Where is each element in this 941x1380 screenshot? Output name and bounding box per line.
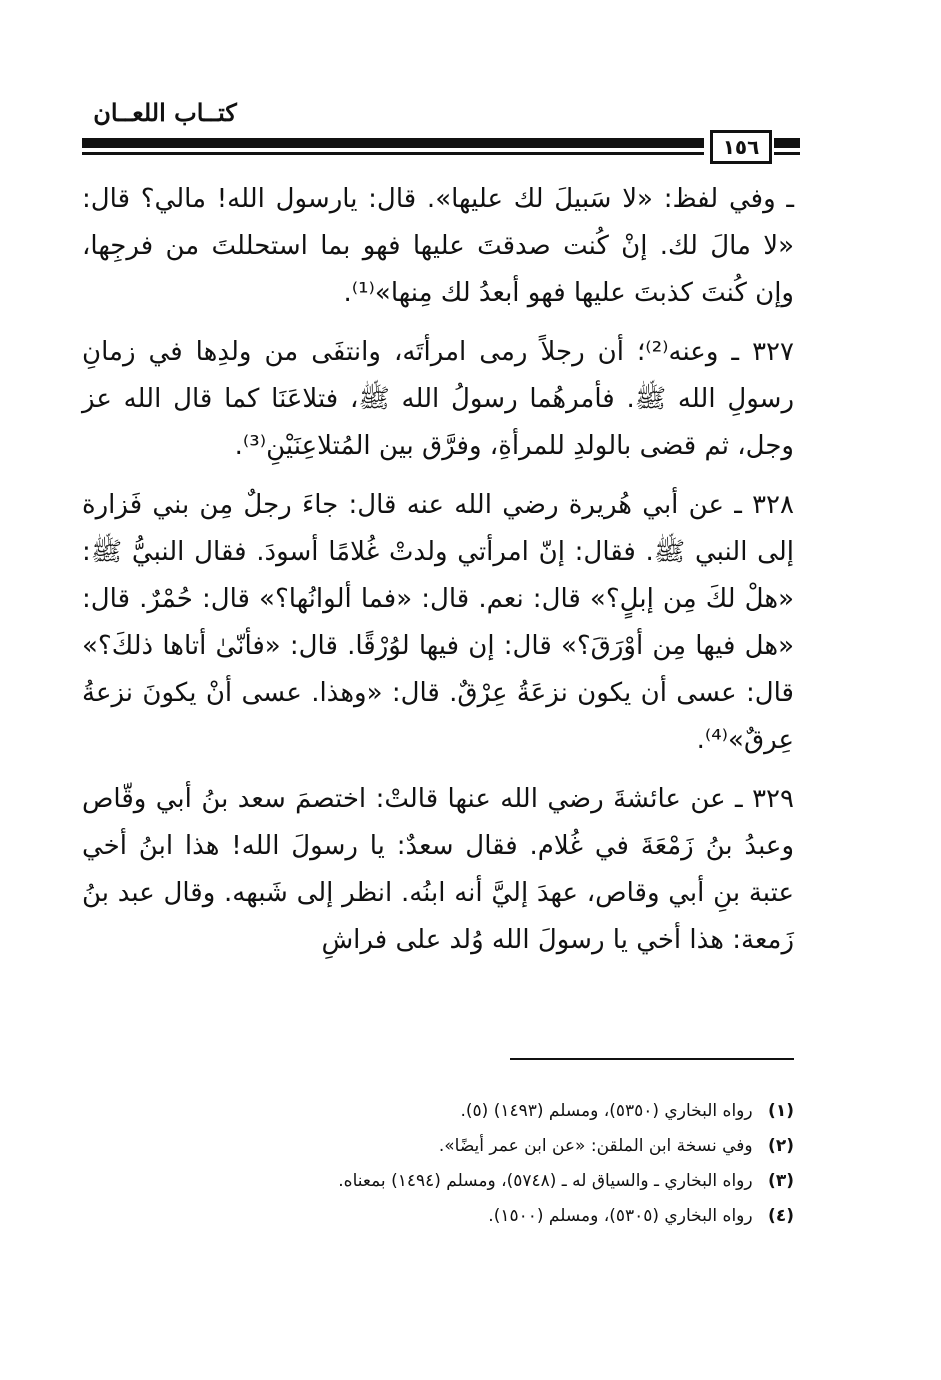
footnote-number: (٤) <box>768 1206 794 1226</box>
header-rule-short <box>774 138 800 148</box>
footnote-number: (٢) <box>768 1136 794 1156</box>
footnote-number: (١) <box>768 1101 794 1121</box>
footnote-2 <box>150 1129 794 1164</box>
footnote-text: رواه البخاري (٥٣٥٠)، ومسلم (١٤٩٣) (٥). <box>460 1101 753 1121</box>
footnote-text: وفي نسخة ابن الملقن: «عن ابن عمر أيضًا». <box>438 1136 753 1156</box>
footnotes <box>150 1094 794 1234</box>
footnote-text: رواه البخاري (٥٣٠٥)، ومسلم (١٥٠٠). <box>488 1206 753 1226</box>
paragraph: ـ وفي لفظ: «لا سَبيلَ لك عليها». قال: يارسول الله! مالي؟ قال: «لا مالَ لك. إنْ كُنت صدقتَ عليها فهو بما استحللتَ من فرجِها، وإن كُنتَ كذبتَ عليها فهو أبعدُ لك مِنها»⁽¹⁾. <box>82 184 794 308</box>
header-rule-long <box>82 138 704 148</box>
footnote-number: (٣) <box>768 1171 794 1191</box>
paragraph-hadith-329: ٣٢٩ ـ عن عائشةَ رضي الله عنها قالتْ: اختصمَ سعد بنُ أبي وقّاص وعبدُ بنُ زَمْعَةَ في غُلام. فقال سعدٌ: يا رسولَ الله! هذا ابنُ أخي عتبة بنِ أبي وقاص، عهدَ إليَّ أنه ابنُه. انظر إلى شَبهه. وقال عبد بنُ زَمعة: هذا أخي يا رسولَ الله وُلد على فراشِ <box>82 784 794 955</box>
footnote-4 <box>150 1199 794 1234</box>
header-rule <box>82 128 794 162</box>
footnote-separator <box>510 1058 794 1060</box>
footnote-3 <box>150 1164 794 1199</box>
running-title: كتــاب اللعــان <box>93 98 237 127</box>
paragraph-hadith-328: ٣٢٨ ـ عن أبي هُريرة رضي الله عنه قال: جاءَ رجلٌ مِن بني فَزارة إلى النبي ﷺ. فقال: إنّ امرأتي ولدتْ غُلامًا أسودَ. فقال النبيُّ ﷺ: «هلْ لكَ مِن إبلٍ؟» قال: نعم. قال: «فما ألوانُها؟» قال: حُمْرٌ. قال: «هل فيها مِن أوْرَقَ؟» قال: إن فيها لوُرْقًا. قال: «فأنّىٰ أتاها ذلكَ؟» قال: عسى أن يكون نزعَةُ عِرْقٌ. قال: «وهذا. عسى أنْ يكونَ نزعةُ عِرقٌ»⁽⁴⁾. <box>82 490 794 755</box>
footnote-1 <box>150 1094 794 1129</box>
body-text <box>82 176 794 976</box>
page-number: ١٥٦ <box>710 130 772 164</box>
paragraph-hadith-327: ٣٢٧ ـ وعنه⁽²⁾؛ أن رجلاً رمى امرأتَه، وانتفَى من ولدِها في زمانِ رسولِ الله ﷺ. فأمرهُما رسولُ الله ﷺ، فتلاعَنَا كما قال الله عز وجل، ثم قضى بالولدِ للمرأةِ، وفرَّق بين المُتلاعِنَيْنِ⁽³⁾. <box>82 337 794 461</box>
footnote-text: رواه البخاري ـ والسياق له ـ (٥٧٤٨)، ومسلم (١٤٩٤) بمعناه. <box>338 1171 753 1191</box>
